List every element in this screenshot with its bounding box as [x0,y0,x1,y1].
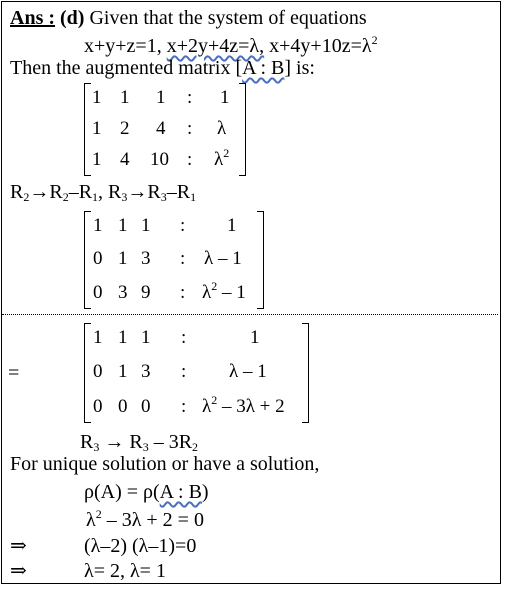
augmented-ab: A : B [242,57,285,79]
matrix-row: 0 3 9 : $\lambda^2 - 1$ [93,279,246,303]
matrix-row: 1 1 1 : 1 [93,327,260,348]
matrix-row: 1 2 4 : λ [92,118,227,139]
dotted-separator [2,314,498,315]
row-operations-1: $R_2\to R_2-R_1$, $R_3\to R_3-R_1$ [10,181,197,204]
equation-1: x+y+z=1, [84,35,162,57]
matrix-3 [84,323,309,423]
rank-condition: ρ(A) = ρ(A : B) [84,481,209,503]
ans-label: Ans : [10,7,56,29]
equation-3: $x+4y+10z=\lambda^2$ [269,33,378,57]
augmented-line: Then the augmented matrix [A : B] is: [10,57,315,79]
option-label: (d) [60,7,85,29]
implies-icon: ⇒ [10,535,27,557]
answer-header [10,7,367,29]
matrix-row: 0 0 0 : $\lambda^2 - 3\lambda + 2$ [93,393,285,417]
implies-icon: ⇒ [10,560,27,582]
matrix-row: 1 4 10 : $\lambda^2$ [92,146,230,170]
equation-2: x+2y+4z=λ, [166,35,265,57]
matrix-row: 0 1 3 : λ – 1 [93,248,242,269]
lambda-solutions: λ= 2, λ= 1 [84,560,166,582]
matrix-row: 0 1 3 : λ – 1 [93,361,267,382]
row-operations-2: $R_3 \to R_3 - 3R_2$ [80,431,199,454]
matrix-1 [84,83,246,176]
matrix-row: 1 1 1 : 1 [93,215,237,236]
matrix-row: 1 1 1 : 1 [92,87,230,108]
equals-sign: = [8,362,20,384]
unique-solution-line: For unique solution or have a solution, [10,453,320,475]
factored-equation: (λ–2) (λ–1)=0 [84,535,197,557]
given-tail: equations [290,7,367,29]
given-text: Given that the system of [89,7,285,29]
equations-line [84,35,378,57]
matrix-2 [84,211,264,309]
quadratic-equation: $\lambda^2 - 3\lambda + 2 = 0$ [86,507,204,531]
